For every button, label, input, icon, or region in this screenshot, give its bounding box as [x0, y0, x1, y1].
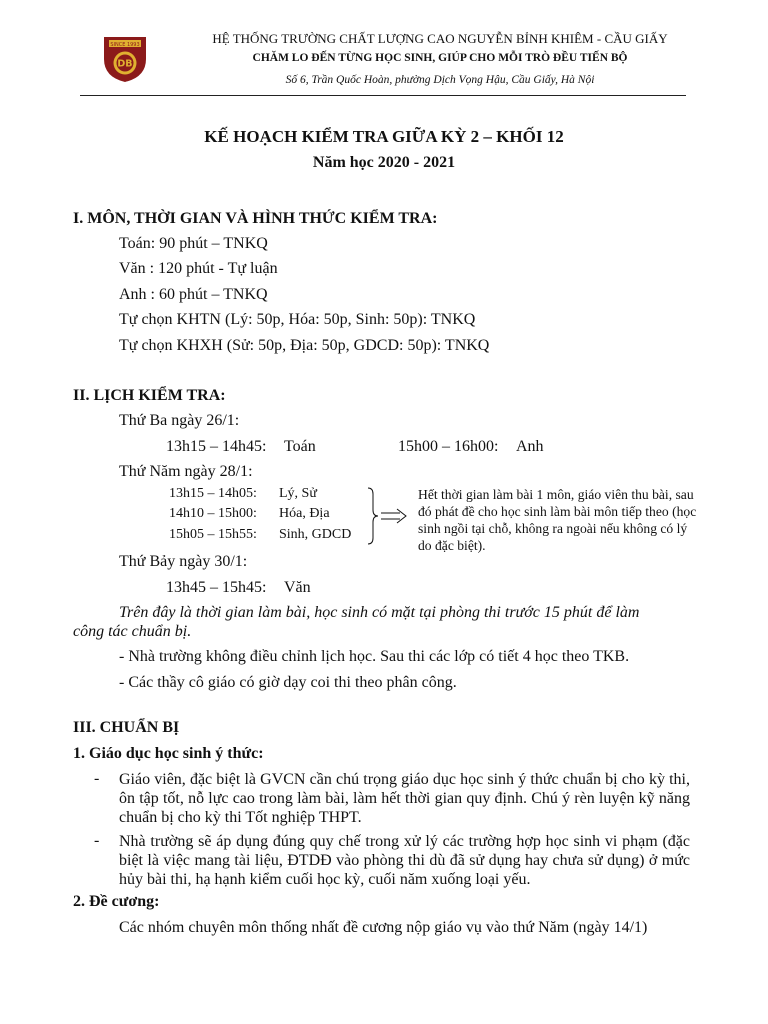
- day2-row-subject: Sinh, GDCD: [279, 527, 352, 542]
- day3-subject: Văn: [284, 579, 311, 596]
- school-logo: [100, 33, 150, 83]
- section3-text2: Các nhóm chuyên môn thống nhất đề cương nộp giáo vụ vào thứ Năm (ngày 14/1): [119, 919, 648, 936]
- day2-row-time: 15h05 – 15h55:: [169, 527, 257, 542]
- schedule-bullet: - Các thầy cô giáo có giờ dạy coi thi theo phân công.: [119, 674, 457, 691]
- day1-slot1-time: 13h15 – 14h45:: [166, 438, 267, 455]
- section2-heading: II. LỊCH KIỂM TRA:: [73, 387, 226, 404]
- section3-bullet: Nhà trường sẽ áp dụng đúng quy chế trong xử lý các trường hợp học sinh vi phạm (đặc biệt là việc mang tài liệu, ĐTDĐ vào phòng thi dù đã sử dụng hay chưa sử dụng) ở mức hủy bài thi, hạ hạnh kiểm cuối học kỳ, cuối năm xuống loại yếu.: [119, 833, 690, 888]
- header-divider: [80, 95, 686, 96]
- section1-heading: I. MÔN, THỜI GIAN VÀ HÌNH THỨC KIỂM TRA:: [73, 210, 438, 227]
- day2-row-time: 14h10 – 15h00:: [169, 506, 257, 521]
- bullet-dash: -: [94, 770, 100, 787]
- day2-row-subject: Hóa, Địa: [279, 506, 330, 521]
- day2-row-time: 13h15 – 14h05:: [169, 486, 257, 501]
- bullet-dash: -: [94, 832, 100, 849]
- section1-item: Toán: 90 phút – TNKQ: [119, 235, 268, 252]
- section1-item: Anh : 60 phút – TNKQ: [119, 286, 268, 303]
- doc-subtitle: Năm học 2020 - 2021: [312, 154, 456, 171]
- section1-item: Tự chọn KHTN (Lý: 50p, Hóa: 50p, Sinh: 50p): TNKQ: [119, 311, 476, 328]
- header-motto: CHĂM LO ĐẾN TỪNG HỌC SINH, GIÚP CHO MỖI TRÒ ĐỀU TIẾN BỘ: [252, 52, 628, 64]
- schedule-note-line-2: công tác chuẩn bị.: [73, 623, 192, 640]
- schedule-note-line-1: Trên đây là thời gian làm bài, học sinh có mặt tại phòng thi trước 15 phút để làm: [119, 604, 640, 621]
- day1-slot2-subject: Anh: [516, 438, 544, 455]
- section3-sub1: 1. Giáo dục học sinh ý thức:: [73, 745, 264, 762]
- header-line-1: HỆ THỐNG TRƯỜNG CHẤT LƯỢNG CAO NGUYỄN BỈNH KHIÊM - CẦU GIẤY: [212, 31, 668, 46]
- day3-label: Thứ Bảy ngày 30/1:: [119, 553, 248, 570]
- logo-letters: DB: [117, 58, 133, 70]
- day2-row-subject: Lý, Sử: [279, 486, 317, 501]
- section1-item: Tự chọn KHXH (Sử: 50p, Địa: 50p, GDCD: 50p): TNKQ: [119, 337, 490, 354]
- day1-slot2-time: 15h00 – 16h00:: [398, 438, 499, 455]
- doc-title: KẾ HOẠCH KIỂM TRA GIỮA KỲ 2 – KHỐI 12: [204, 127, 564, 146]
- day1-slot1-subject: Toán: [284, 438, 316, 455]
- section3-sub2: 2. Đề cương:: [73, 893, 160, 910]
- section3-heading: III. CHUẨN BỊ: [73, 719, 180, 736]
- header-address: Số 6, Trần Quốc Hoàn, phường Dịch Vọng Hậu, Cầu Giấy, Hà Nội: [285, 74, 595, 86]
- day3-time: 13h45 – 15h45:: [166, 579, 267, 596]
- section3-bullet: Giáo viên, đặc biệt là GVCN cần chú trọng giáo dục học sinh ý thức chuẩn bị cho kỳ thi, ôn tập tốt, nỗ lực cao trong làm bài, làm hết thời gian quy định. Chú ý rèn luyện kỹ năng chuẩn bị cho kỳ thi Tốt nghiệp THPT.: [119, 771, 690, 826]
- brace-arrow-icon: [366, 486, 410, 546]
- day2-label: Thứ Năm ngày 28/1:: [119, 463, 253, 480]
- day1-label: Thứ Ba ngày 26/1:: [119, 412, 240, 429]
- schedule-bullet: - Nhà trường không điều chỉnh lịch học. Sau thi các lớp có tiết 4 học theo TKB.: [119, 648, 630, 665]
- logo-since-text: SINCE 1993: [110, 41, 140, 48]
- day2-note: Hết thời gian làm bài 1 môn, giáo viên thu bài, sau đó phát đề cho học sinh làm bài môn tiếp theo (học sinh ngồi tại chỗ, không ra ngoài nếu không có lý do đặc biệt).: [418, 487, 697, 553]
- section1-item: Văn : 120 phút - Tự luận: [119, 260, 278, 277]
